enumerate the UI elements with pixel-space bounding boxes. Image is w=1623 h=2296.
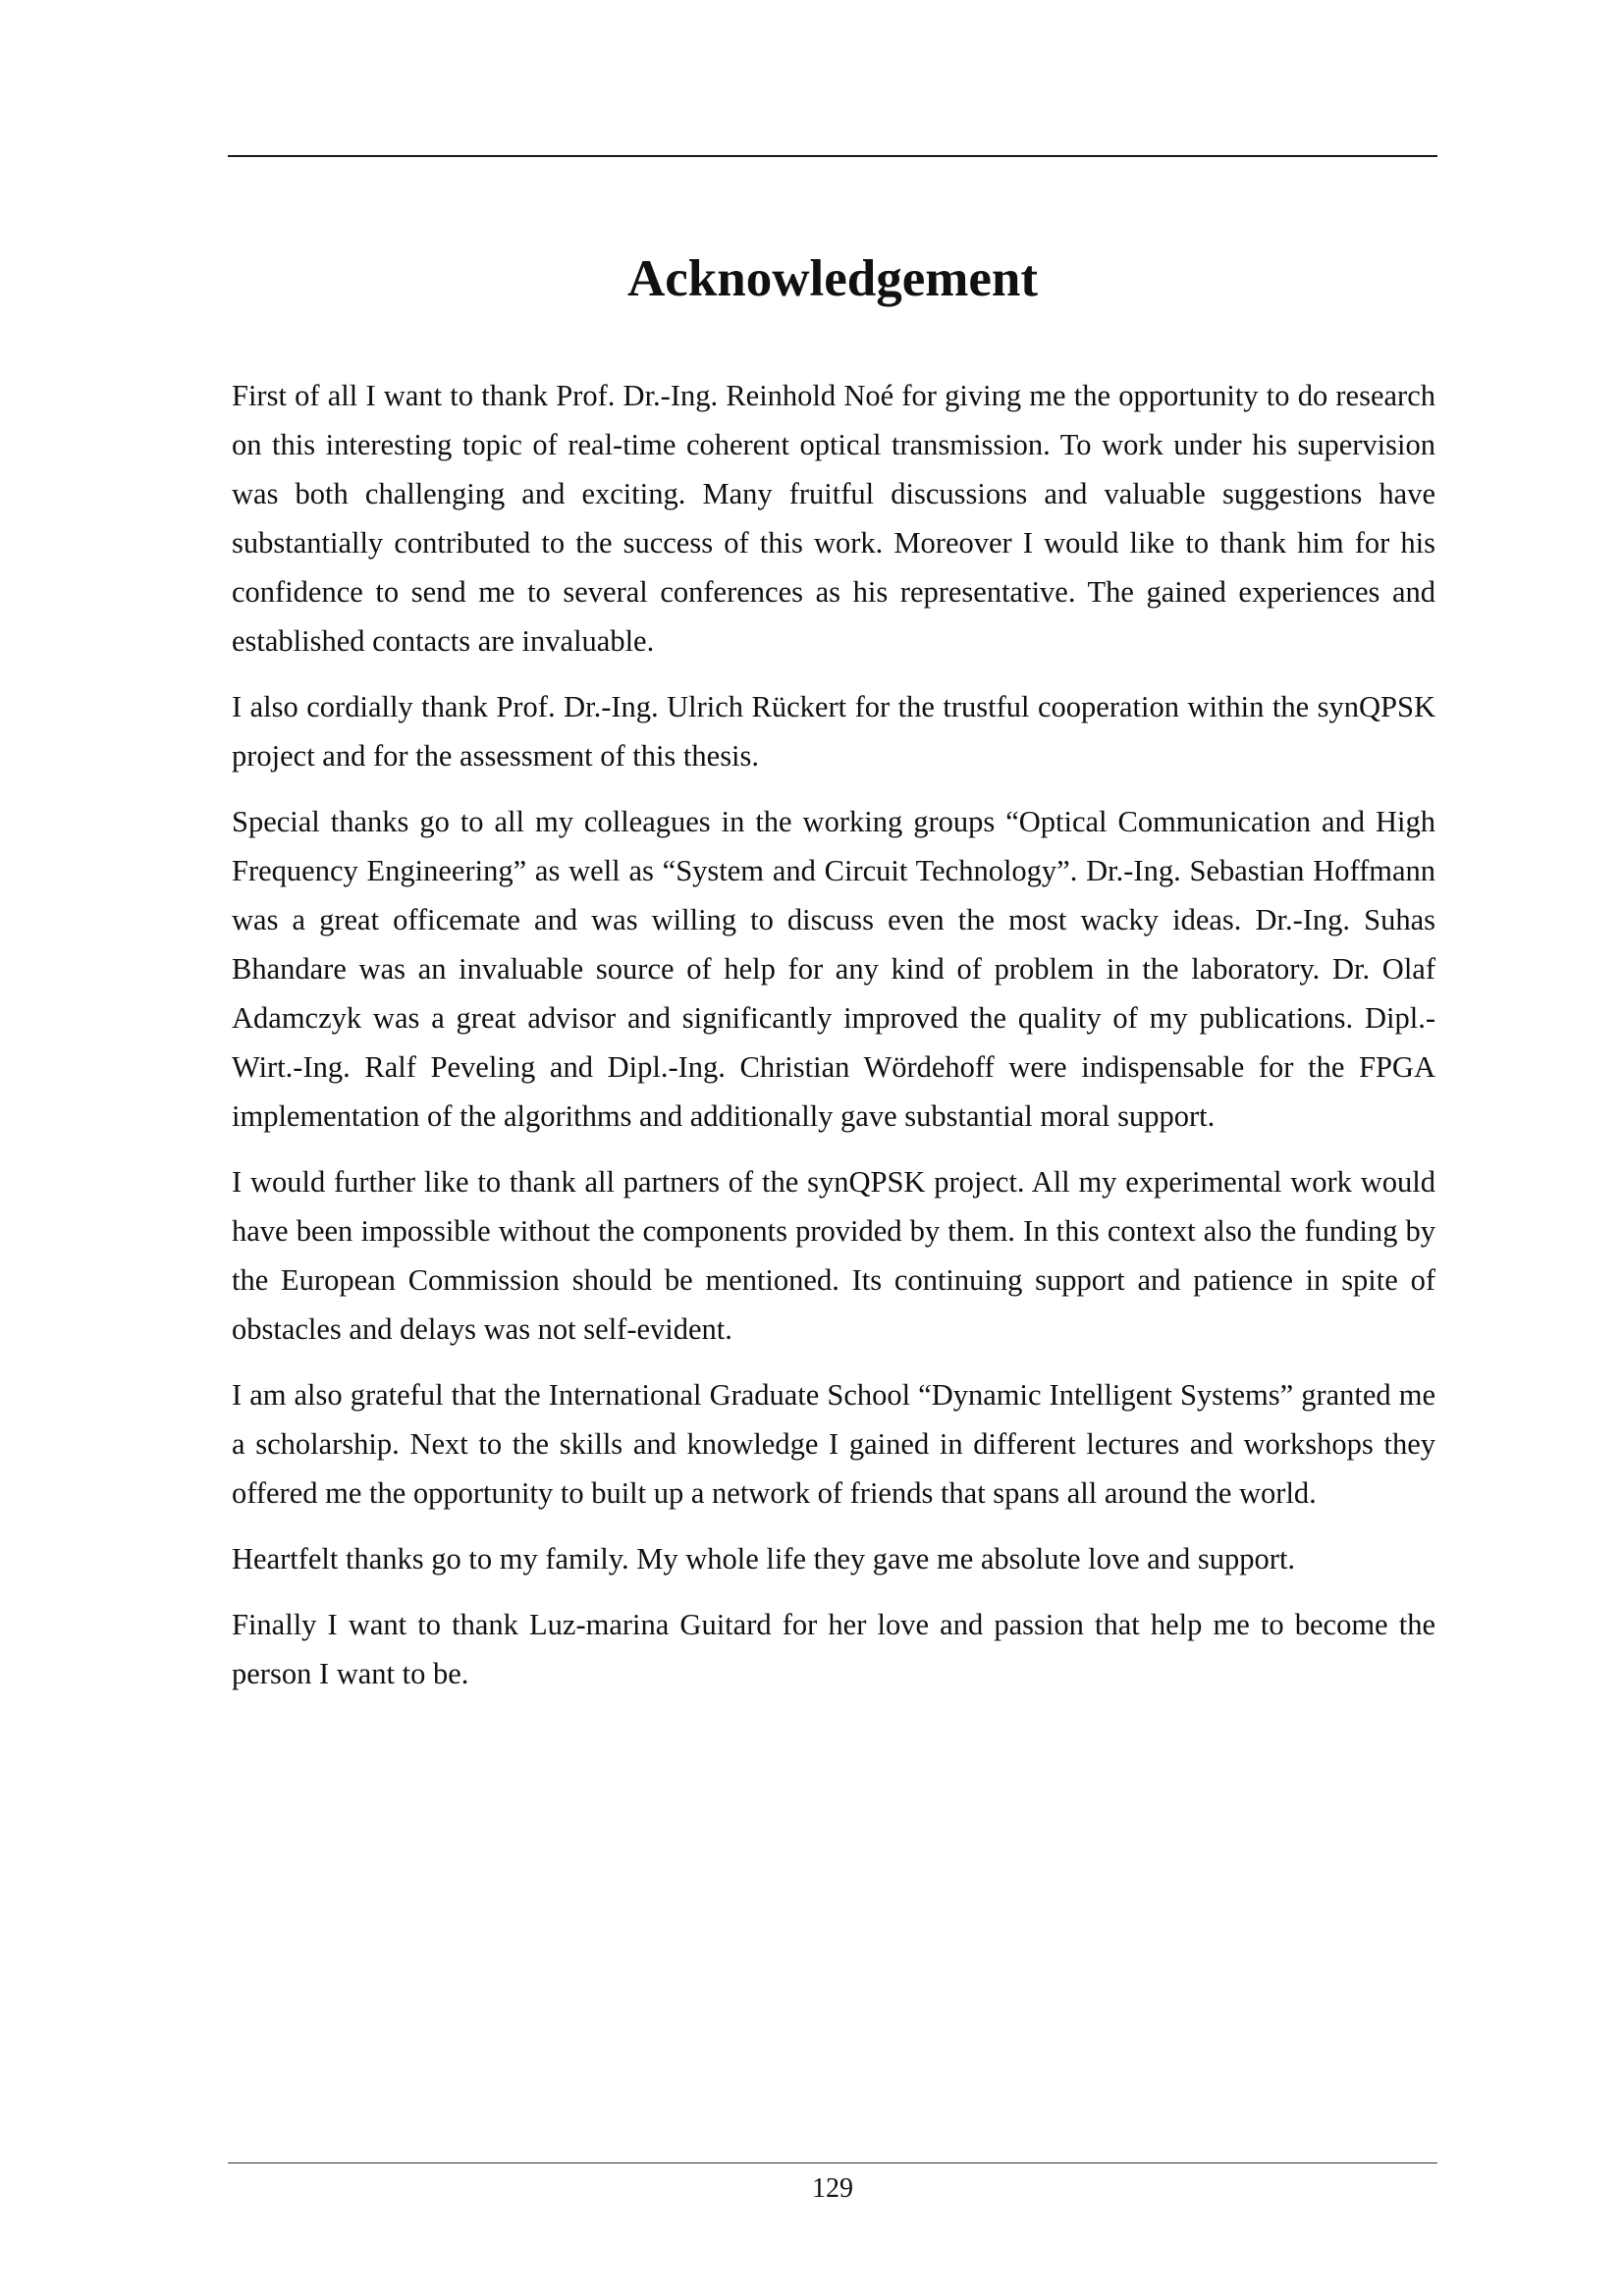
paragraph-thanks-partners: I would further like to thank all partners of the synQPSK project. All my experimental work would have been impossible without the components provided by them. In this context also the funding by the European Commission should be mentioned. Its continuing support and patience in spite of obstacles and delays was not self-evident. — [232, 1165, 1435, 1346]
paragraph-thanks-colleagues: Special thanks go to all my colleagues in the working groups “Optical Communication and High Frequency Engineering” as well as “System and Circuit Technology”. Dr.-Ing. Sebastian Hoffmann was a great officemate and was willing to discuss even the most wacky ideas. Dr.-Ing. Suhas Bhandare was an invaluable source of help for any kind of problem in the laboratory. Dr. Olaf Adamczyk was a great advisor and significantly improved the quality of my publications. Dipl.-Wirt.-Ing. Ralf Peveling and Dipl.-Ing. Christian Wördehoff were indispensable for the FPGA implementation of the algorithms and additionally gave substantial moral support. — [232, 805, 1435, 1133]
paragraph-thanks-supervisor: First of all I want to thank Prof. Dr.-Ing. Reinhold Noé for giving me the opportunity to do research on this interesting topic of real-time coherent optical transmission. To work under his supervision was both challenging and exciting. Many fruitful discussions and valuable suggestions have substantially contributed to the success of this work. Moreover I would like to thank him for his confidence to send me to several conferences as his representative. The gained experiences and established contacts are invaluable. — [232, 379, 1435, 658]
page-title: Acknowledgement — [626, 250, 1039, 307]
header-rule — [228, 155, 1437, 157]
paragraph-thanks-cooperation: I also cordially thank Prof. Dr.-Ing. Ulrich Rückert for the trustful cooperation within the synQPSK project and for the assessment of this thesis. — [232, 690, 1435, 773]
paragraph-thanks-graduate-school: I am also grateful that the International Graduate School “Dynamic Intelligent Systems” granted me a scholarship. Next to the skills and knowledge I gained in different lectures and workshops they offered me the opportunity to built up a network of friends that spans all around the world. — [232, 1378, 1435, 1510]
paragraph-thanks-family: Heartfelt thanks go to my family. My whole life they gave me absolute love and support. — [232, 1542, 1296, 1575]
acknowledgement-body — [232, 371, 1435, 1715]
paragraph-thanks-partner: Finally I want to thank Luz-marina Guitard for her love and passion that help me to become the person I want to be. — [232, 1608, 1435, 1690]
page-number: 129 — [812, 2173, 853, 2204]
